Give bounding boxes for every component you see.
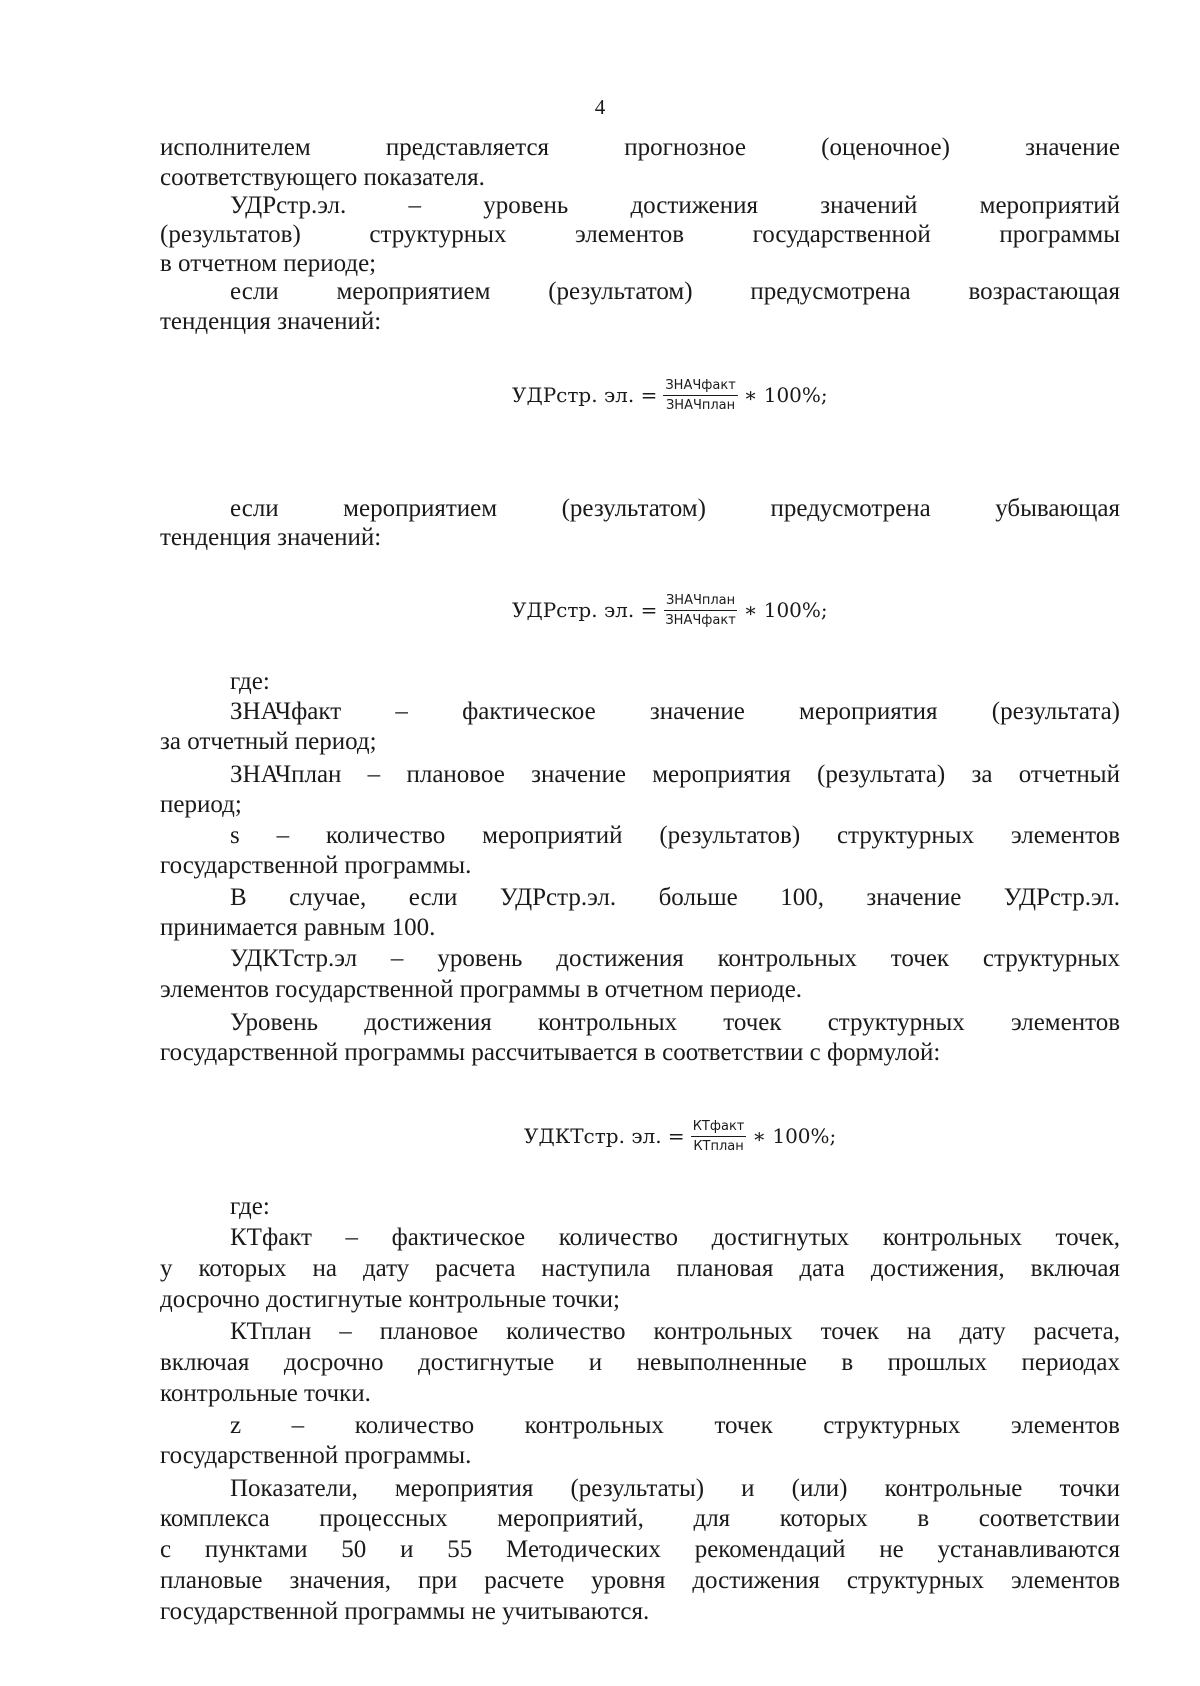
text-line: s – количество мероприятий (результатов) структурных элементов xyxy=(230,822,1120,849)
formula-lhs: УДКТстр. эл. = xyxy=(524,1124,685,1148)
text-line: тенденция значений: xyxy=(160,308,382,335)
text-line: УДКТстр.эл – уровень достижения контрольных точек структурных xyxy=(230,945,1120,972)
formula-denominator: ЗНАЧплан xyxy=(665,397,736,413)
formula-denominator: КТплан xyxy=(693,1138,744,1154)
formula-rhs: ∗ 100%; xyxy=(743,383,828,407)
text-line: комплекса процессных мероприятий, для которых в соответствии xyxy=(160,1505,1120,1532)
formula-fraction xyxy=(663,377,737,414)
page-number: 4 xyxy=(594,95,606,119)
text-line: УДРстр.эл. – уровень достижения значений мероприятий xyxy=(230,192,1120,219)
text-line: включая досрочно достигнутые и невыполненные в прошлых периодах xyxy=(160,1349,1120,1376)
formula-denominator: ЗНАЧфакт xyxy=(665,612,736,628)
text-line: государственной программы. xyxy=(160,1442,472,1469)
text-line: (результатов) структурных элементов государственной программы xyxy=(160,221,1120,248)
formula-numerator: ЗНАЧплан xyxy=(664,592,737,611)
text-line: КТфакт – фактическое количество достигнутых контрольных точек, xyxy=(230,1224,1120,1251)
text-line: с пунктами 50 и 55 Методических рекомендаций не устанавливаются xyxy=(160,1536,1120,1563)
text-line: ЗНАЧплан – плановое значение мероприятия (результата) за отчетный xyxy=(230,761,1120,788)
text-line: государственной программы не учитываются. xyxy=(160,1598,650,1625)
formula-numerator: КТфакт xyxy=(691,1118,747,1137)
formula-numerator: ЗНАЧфакт xyxy=(663,377,737,396)
formula-rhs: ∗ 100%; xyxy=(743,598,828,622)
text-line: элементов государственной программы в отчетном периоде. xyxy=(160,976,803,1003)
text-line: принимается равным 100. xyxy=(160,914,436,941)
text-line: у которых на дату расчета наступила плановая дата достижения, включая xyxy=(160,1255,1120,1282)
text-line: соответствующего показателя. xyxy=(160,164,485,191)
text-line: тенденция значений: xyxy=(160,524,382,551)
text-line: государственной программы. xyxy=(160,852,472,879)
text-line: если мероприятием (результатом) предусмотрена убывающая xyxy=(230,495,1120,522)
text-line: за отчетный период; xyxy=(160,728,377,755)
text-line: если мероприятием (результатом) предусмотрена возрастающая xyxy=(230,278,1120,305)
text-line: государственной программы рассчитывается в соответствии с формулой: xyxy=(160,1039,941,1066)
text-line: Показатели, мероприятия (результаты) и (или) контрольные точки xyxy=(230,1475,1120,1502)
text-line: Уровень достижения контрольных точек структурных элементов xyxy=(230,1009,1120,1036)
formula-lhs: УДРстр. эл. = xyxy=(512,598,658,622)
text-line: КТплан – плановое количество контрольных точек на дату расчета, xyxy=(230,1318,1120,1345)
text-line: исполнителем представляется прогнозное (оценочное) значение xyxy=(160,134,1120,161)
formula-decreasing xyxy=(512,580,828,640)
text-line: ЗНАЧфакт – фактическое значение мероприятия (результата) xyxy=(230,698,1120,725)
formula-control-points xyxy=(524,1106,836,1166)
text-line: период; xyxy=(160,791,242,818)
text-line: в отчетном периоде; xyxy=(160,250,377,277)
formula-increasing xyxy=(512,365,828,425)
text-line: где: xyxy=(230,1193,270,1220)
formula-fraction xyxy=(691,1118,747,1155)
formula-fraction xyxy=(663,592,737,629)
text-line: контрольные точки. xyxy=(160,1380,371,1407)
formula-rhs: ∗ 100%; xyxy=(752,1124,837,1148)
text-line: досрочно достигнутые контрольные точки; xyxy=(160,1286,620,1313)
text-line: плановые значения, при расчете уровня достижения структурных элементов xyxy=(160,1567,1120,1594)
text-line: В случае, если УДРстр.эл. больше 100, значение УДРстр.эл. xyxy=(230,884,1120,911)
formula-lhs: УДРстр. эл. = xyxy=(512,383,658,407)
text-line: где: xyxy=(230,668,270,695)
text-line: z – количество контрольных точек структурных элементов xyxy=(230,1412,1120,1439)
